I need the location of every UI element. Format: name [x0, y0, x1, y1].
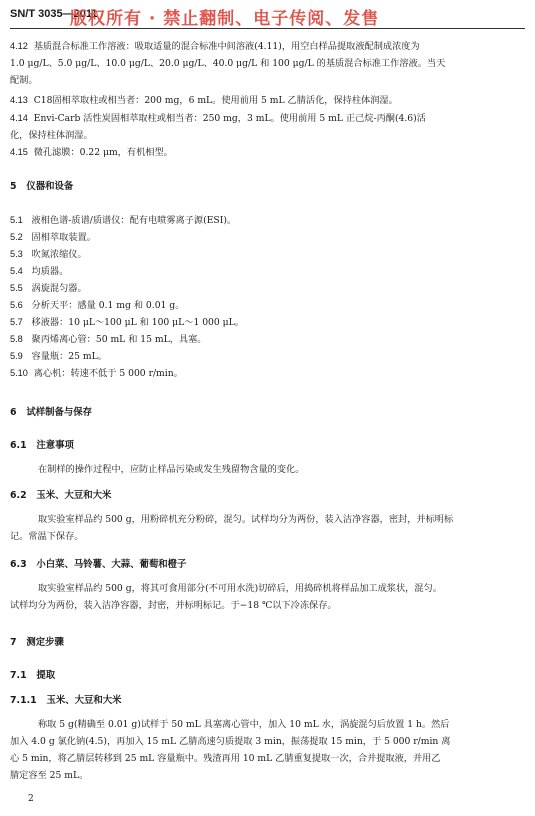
item-4-15: 4.15 微孔滤膜：0.22 μm，有机相型。 [10, 147, 173, 158]
list-item: 5.1 液相色谱-质谱/质谱仪：配有电喷雾离子源(ESI)。 [10, 215, 237, 226]
section-7-heading: 7 测定步骤 [10, 637, 64, 648]
header-rule [10, 28, 525, 29]
list-item: 5.10 离心机：转速不低于 5 000 r/min。 [10, 368, 183, 379]
page-number: 2 [28, 794, 34, 804]
section-6-1-heading: 6.1 注意事项 [10, 440, 74, 451]
list-item: 5.8 聚丙烯离心管：50 mL 和 15 mL，具塞。 [10, 334, 207, 345]
list-item: 5.2 固相萃取装置。 [10, 232, 96, 243]
section-6-2-heading: 6.2 玉米、大豆和大米 [10, 490, 112, 501]
item-4-12: 4.12 基质混合标准工作溶液：吸取适量的混合标准中间溶液(4.11)，用空白样品提取液配制成浓度为 1.0 μg/L、5.0 μg/L、10.0 μg/L、20.0 μg/L、40.0 μg/L 和 100 μg/L 的基质混合标准工作溶液。当天 配制。 [10, 41, 446, 86]
section-7-1-heading: 7.1 提取 [10, 670, 56, 681]
section-5-heading: 5 仪器和设备 [10, 181, 74, 192]
section-5-list [10, 212, 525, 382]
list-item: 5.9 容量瓶：25 mL。 [10, 351, 107, 362]
standard-code: SN/T 3035—2011 [10, 8, 98, 20]
section-6-3-heading: 6.3 小白菜、马铃薯、大蒜、葡萄和橙子 [10, 559, 187, 570]
list-item: 5.6 分析天平：感量 0.1 mg 和 0.01 g。 [10, 300, 185, 311]
section-7-1-1-text: 称取 5 g(精确至 0.01 g)试样于 50 mL 具塞离心管中，加入 10 mL 水，涡旋混匀后放置 1 h。然后 加入 4.0 g 氯化钠(4.5)，再加入 15 mL 乙腈高速匀质提取 3 min，振荡提取 15 min，于 5 000 r/min 离 心 5 min，将乙腈层转移到 25 mL 容量瓶中。残渣再用 10 mL 乙腈重复提取一次，合并提取液，并用乙 腈定容至 25 mL。 [10, 719, 451, 781]
section-6-heading: 6 试样制备与保存 [10, 407, 92, 418]
section-6-3-text: 取实验室样品约 500 g，将其可食用部分(不可用水洗)切碎后，用捣碎机将样品加工成浆状，混匀。 试样均分为两份，装入洁净容器，封密，并标明标记。于−18 ℃以下冷冻保存。 [10, 583, 442, 611]
list-item: 5.7 移液器：10 μL～100 μL 和 100 μL～1 000 μL。 [10, 317, 244, 328]
item-4-14: 4.14 Envi-Carb 活性炭固相萃取柱或相当者：250 mg，3 mL。使用前用 5 mL 正己烷-丙酮(4.6)活 化，保持柱体润湿。 [10, 113, 426, 141]
section-6-1-text: 在制样的操作过程中，应防止样品污染或发生残留物含量的变化。 [38, 464, 305, 475]
copyright-watermark: 版权所有 · 禁止翻制、电子传阅、发售 [70, 9, 380, 29]
list-item: 5.3 吹氮浓缩仪。 [10, 249, 87, 260]
list-item: 5.4 均质器。 [10, 266, 69, 277]
list-item: 5.5 涡旋混匀器。 [10, 283, 87, 294]
section-6-2-text: 取实验室样品约 500 g，用粉碎机充分粉碎，混匀。试样均分为两份，装入洁净容器，密封，并标明标 记。常温下保存。 [10, 514, 454, 542]
item-4-13: 4.13 C18固相萃取柱或相当者：200 mg，6 mL。使用前用 5 mL 乙腈活化，保持柱体润湿。 [10, 95, 398, 106]
section-7-1-1-heading: 7.1.1 玉米、大豆和大米 [10, 695, 122, 706]
